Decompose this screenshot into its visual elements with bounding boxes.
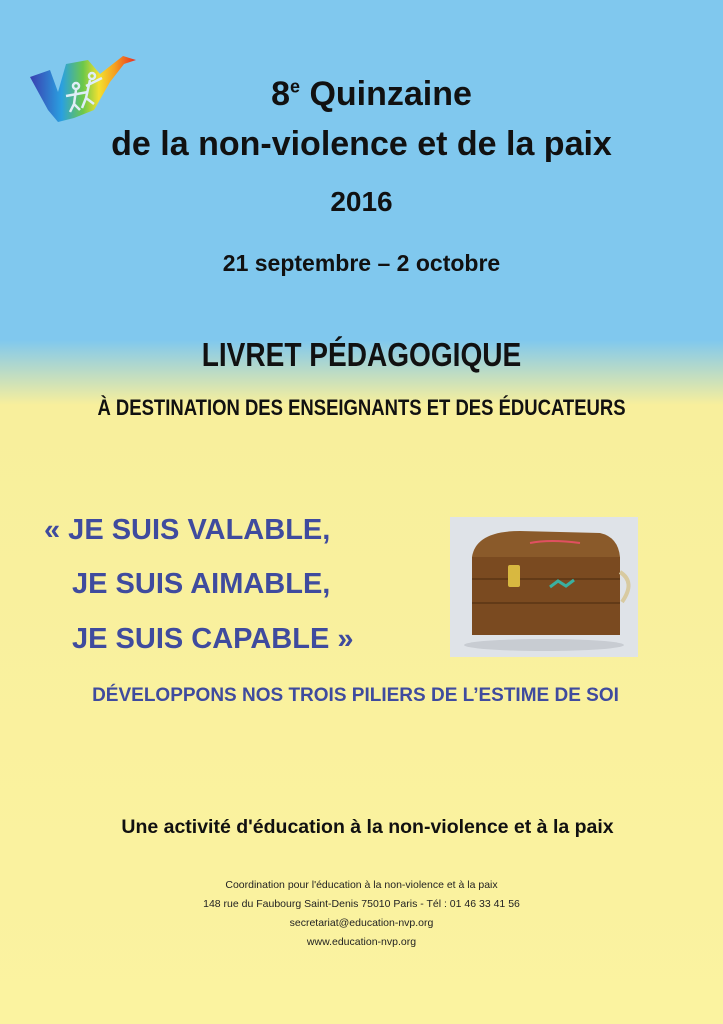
booklet-title: LIVRET PÉDAGOGIQUE bbox=[201, 336, 522, 373]
quote-line1: « JE SUIS VALABLE, bbox=[44, 514, 331, 546]
edition-suffix: e bbox=[289, 76, 300, 97]
edition-number: 8 bbox=[271, 75, 290, 113]
activity-statement: Une activité d'éducation à la non-violence et à la paix bbox=[121, 816, 614, 838]
quote-line2: JE SUIS AIMABLE, bbox=[72, 568, 331, 600]
title-line2: de la non-violence et de la paix bbox=[111, 125, 612, 163]
footer-org: Coordination pour l'éducation à la non-violence et à la paix bbox=[225, 879, 498, 891]
dates: 21 septembre – 2 octobre bbox=[222, 250, 501, 276]
year: 2016 bbox=[330, 186, 393, 217]
booklet-subtitle: À DESTINATION DES ENSEIGNANTS ET DES ÉDUCATEURS bbox=[97, 395, 626, 420]
footer-address: 148 rue du Faubourg Saint-Denis 75010 Paris - Tél : 01 46 33 41 56 bbox=[203, 898, 520, 910]
quote-line3: JE SUIS CAPABLE » bbox=[72, 623, 354, 655]
edition-title bbox=[10, 75, 723, 114]
footer-email[interactable]: secretariat@education-nvp.org bbox=[289, 917, 434, 929]
title-line1: Quinzaine bbox=[309, 75, 472, 113]
tagline: DÉVELOPPONS NOS TROIS PILIERS DE L’ESTIME DE SOI bbox=[92, 685, 619, 706]
treasure-chest-photo bbox=[450, 517, 638, 657]
footer-website[interactable]: www.education-nvp.org bbox=[306, 936, 417, 948]
